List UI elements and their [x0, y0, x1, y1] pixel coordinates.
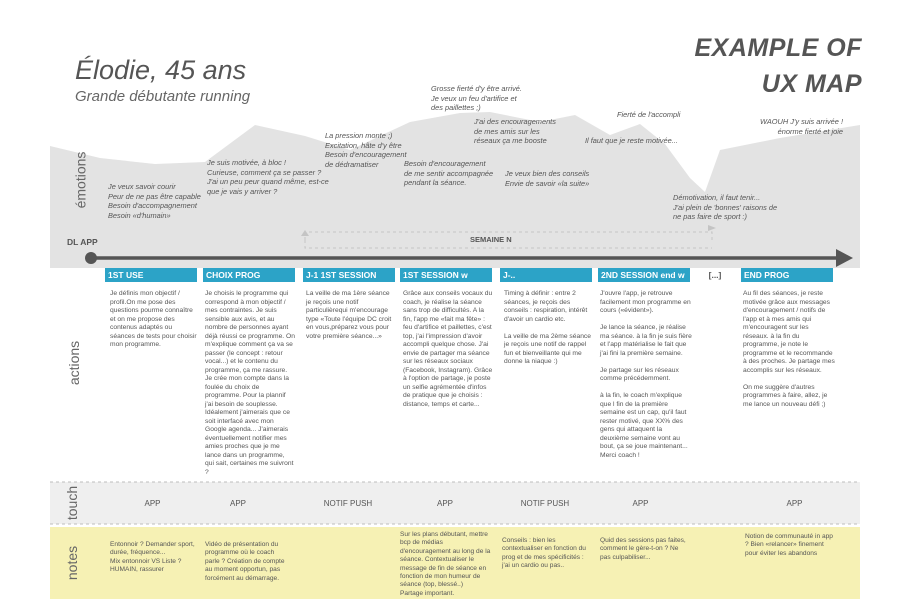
stage-header-end-prog: END PROG	[741, 268, 833, 282]
stage-description: La veille de ma 1ère séance je reçois une notif particulièrequi m'encourage type «Toute l'équipe DC croit en vous,préparez vous pour votre première séance...»	[306, 290, 392, 340]
persona-subtitle: Grande débutante running	[75, 88, 251, 105]
stage-header-j1: J-1 1ST SESSION	[303, 268, 395, 282]
stage-header-2nd-session: 2ND SESSION end w	[598, 268, 690, 282]
band-label-actions: actions	[66, 340, 83, 386]
touchpoint: APP	[229, 499, 246, 508]
emotion-note: Fierté de l'accompli	[617, 110, 681, 119]
emotion-note: WAOUH J'y suis arrivée ! énorme fierté et joie	[760, 117, 843, 136]
touchpoint: APP	[786, 499, 803, 508]
stage-header-choix-prog: CHOIX PROG	[203, 268, 295, 282]
emotion-note: Il faut que je reste motivée...	[585, 136, 678, 145]
stage-description: J'ouvre l'app, je retrouve facilement mon programme en cours («évident»). Je lance la séance, je réalise ma séance. à la fin je suis fière et l'app matérialise le fait que j'ai fini la première semaine. Je partage sur les réseaux comme précédemment. à la fin, le coach m'explique que l fin de la première semaine est un cap, qu'il faut rester motivé, que XX% des gens qui attaquent la deuxième semaine vont au bout, ça se joue maintenant... Merci coach !	[600, 290, 692, 459]
timeline-start-dot	[85, 252, 97, 264]
note-item: Notion de communauté in app ? Bien «relancer» finement pour éviter les abandons	[745, 533, 833, 557]
note-item: Entonnoir ? Demander sport, durée, fréquence... Mix entonnoir VS Liste ? HUMAIN, rassurer	[110, 541, 195, 574]
stage-header-ellipsis: [...]	[708, 270, 722, 280]
emotion-note: Je veux bien des conseils Envie de savoir «la suite»	[505, 169, 590, 188]
stage-description: Timing à définir : entre 2 séances, je reçois des conseils : respiration, intérêt d'avoir un cardio etc. La veille de ma 2ème séance je reçois une notif de rappel fun et bienveillante qui me donne la niaque :)	[504, 290, 591, 365]
stage-header-j: J-..	[500, 268, 592, 282]
touchpoint: APP	[144, 499, 161, 508]
map-title-line-1: EXAMPLE OF	[694, 34, 862, 62]
map-title-line-2: UX MAP	[761, 70, 862, 98]
emotion-note: Démotivation, il faut tenir... J'ai plein de 'bonnes' raisons de ne pas faire de sport :)	[673, 193, 778, 221]
emotion-note: Je suis motivée, à bloc ! Curieuse, comment ça se passer ? J'ai un peu peur quand même, est-ce que je vais y arriver ?	[207, 158, 329, 196]
timeline-start-label: DL APP	[67, 237, 98, 247]
emotion-note: Grosse fierté d'y être arrivé. Je veux un feu d'artifice et des paillettes ;)	[431, 84, 522, 112]
stage-description: Au fil des séances, je reste motivée grâce aux messages d'encouragement / notifs de l'app et à mes amis qui m'encouragent sur les réseaux. à la fin du programme, je note le programme et le recommande à des proches. Je partage mes accomplis sur les réseaux. On me suggère d'autres programmes à faire, allez, je me lance un nouveau défi ;)	[743, 290, 835, 408]
touchpoint: NOTIF PUSH	[323, 499, 373, 508]
note-item: Sur les plans débutant, mettre bcp de médias d'encouragement au long de la séance. Contextualiser le message de fin de séance en fonction de mon humeur de séance (top, blessé..) Partage important.	[400, 531, 491, 597]
touchpoint: APP	[632, 499, 649, 508]
touchpoint: APP	[436, 499, 453, 508]
stage-header-1st-session: 1ST SESSION w	[400, 268, 492, 282]
emotion-note: J'ai des encouragements de mes amis sur les réseaux ça me booste	[474, 117, 556, 145]
week-label: SEMAINE N	[470, 235, 512, 244]
band-label-touch: touch	[64, 485, 80, 521]
stage-header-1st-use: 1ST USE	[105, 268, 197, 282]
band-label-emotions: émotions	[72, 151, 89, 209]
stage-description: Je définis mon objectif / profil.On me pose des questions pourme connaître et on me propose des contenus adaptés ou séances de tests pour choisir mon programme.	[110, 290, 197, 348]
persona-name: Élodie, 45 ans	[75, 55, 247, 85]
emotion-note: Je veux savoir courir Peur de ne pas être capable Besoin d'accompagnement Besoin «d'humain»	[108, 182, 201, 220]
stage-description: Je choisis le programme qui correspond à mon objectif / mes contraintes. Je suis sensible aux avis, et au nombre de personnes ayant déjà réussi ce programme. On m'explique comment ça va se passer (le concept : retour vocal...) et le contenu du programme, ça me rassure. Je crée mon compte dans la foulée du choix de programme. Pour la plannif j'ai besoin de souplesse. Idéalement j'aimerais que ce soit interfacé avec mon Google agenda... J'aimerais éventuellement notifier mes amies proches que je me lance dans un programme, qui sait, certaines me suivront ?	[205, 290, 295, 476]
emotion-note: Besoin d'encouragement de me sentir accompagnée pendant la séance.	[404, 159, 494, 187]
band-label-notes: notes	[64, 545, 80, 581]
note-item: Quid des sessions pas faites, comment le gère-t-on ? Ne pas culpabiliser...	[600, 537, 686, 561]
note-item: Conseils : bien les contextualiser en fonction du prog et de mes spécificités : j'ai un cardio ou pas..	[502, 537, 586, 570]
note-item: Vidéo de présentation du programme où le coach parle ? Création de compte au moment opportun, pas forcément au démarrage.	[205, 541, 285, 582]
stage-description: Grâce aux conseils vocaux du coach, je réalise la séance sans trop de difficultés. A la fin, l'app me «fait ma fête» : feu d'artifice et paillettes, c'est top, j'ai l'impression d'avoir accompli quelque chose. J'ai envie de partager ma séance sur les réseaux sociaux (Facebook, Instagram). Grâce à l'option de partage, je poste un selfie agrémentée d'infos de pratique que je choisis : distance, temps et carte...	[403, 290, 493, 408]
touchpoint: NOTIF PUSH	[520, 499, 570, 508]
emotion-note: La pression monte ;) Excitation, hâte d'y être Besoin d'encouragement de dédramatiser	[325, 131, 407, 169]
